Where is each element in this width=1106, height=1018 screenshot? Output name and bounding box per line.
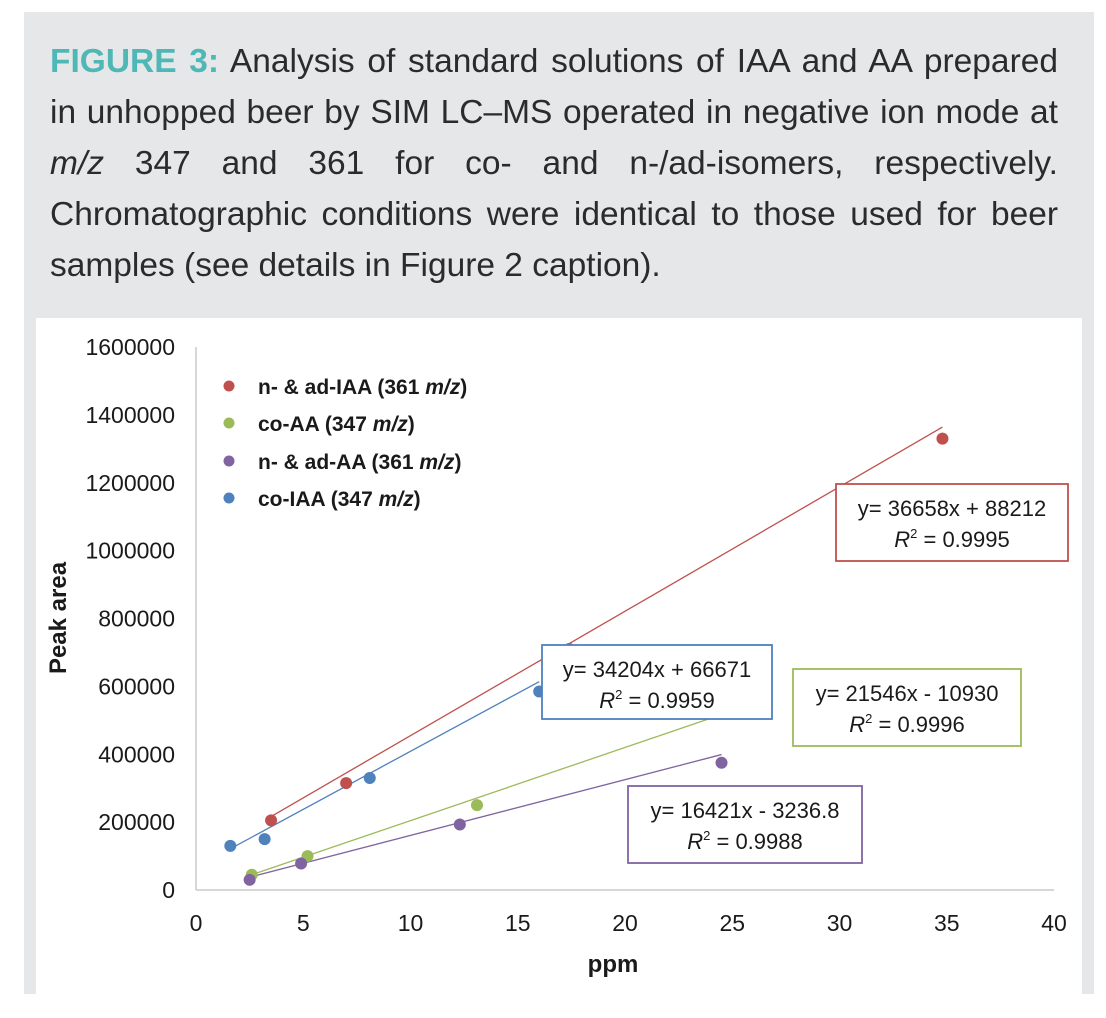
y-tick-label: 200000 [98,809,175,836]
data-point-0-0 [265,814,277,826]
r-label: R [894,527,911,552]
y-tick-label: 800000 [98,605,175,632]
data-point-2-0 [244,874,256,886]
legend-mz: m/z [419,451,455,474]
legend [224,376,468,511]
r-superscript: 2 [703,828,711,843]
y-tick-label: 1400000 [85,401,175,428]
legend-entry-3 [258,488,421,511]
legend-marker-1 [224,418,235,429]
legend-mz: m/z [425,376,461,399]
legend-name: co-IAA (347 [258,488,379,511]
x-tick-label: 10 [397,910,424,936]
data-point-3-1 [259,833,271,845]
legend-name: n- & ad-AA (361 [258,451,420,474]
legend-entry-2 [258,451,461,474]
data-point-1-2 [471,799,483,811]
r-squared-value: = 0.9959 [622,688,715,713]
x-tick-label: 15 [504,910,531,936]
x-axis-label: ppm [587,951,639,978]
caption-mz: m/z [50,145,104,182]
r-squared-value: = 0.9988 [710,829,803,854]
trendline-3 [230,682,539,849]
r-superscript: 2 [910,526,918,541]
y-axis-label: Peak area [45,561,72,675]
legend-marker-2 [224,456,235,467]
x-tick-label: 5 [296,910,310,936]
x-tick-label: 25 [719,910,746,936]
equation-text-2: y= 16421x - 3236.8 [650,798,840,823]
x-tick-label: 0 [189,910,203,936]
legend-name-end: ) [407,413,415,436]
legend-entry-1 [258,413,415,436]
r-squared-value: = 0.9995 [917,527,1010,552]
caption-text-end: 347 and 361 for co- and n-/ad-isomers, respectively. Chromatographic conditions were identical to those used for beer samples (see details in Figure 2 caption). [50,145,1058,284]
legend-name-end: ) [460,376,468,399]
x-tick-label: 20 [612,910,638,936]
r-superscript: 2 [865,711,873,726]
x-tick-label: 30 [826,910,853,936]
legend-mz: m/z [372,413,408,436]
y-tick-label: 1000000 [85,537,175,564]
r-superscript: 2 [615,687,623,702]
equation-text-1: y= 21546x - 10930 [815,681,999,706]
y-tick-label: 1600000 [85,334,175,360]
legend-name-end: ) [454,451,462,474]
legend-name-end: ) [413,488,421,511]
legend-mz: m/z [378,488,414,511]
legend-entry-0 [258,376,467,399]
legend-marker-3 [224,493,235,504]
legend-name: n- & ad-IAA (361 [258,376,426,399]
y-tick-label: 600000 [98,673,175,700]
x-tick-label: 35 [933,910,960,936]
equation-text-3: y= 34204x + 66671 [562,657,752,682]
y-tick-label: 0 [162,877,175,903]
y-tick-label: 1200000 [85,469,175,496]
data-point-0-1 [340,777,352,789]
caption-text-start: Analysis of standard solutions of IAA and AA prepared in unhopped beer by SIM LC–MS operated in negative ion mode at [50,43,1058,131]
legend-name: co-AA (347 [258,413,373,436]
r-label: R [849,712,866,737]
x-tick-label: 40 [1041,910,1067,936]
legend-marker-0 [224,381,235,392]
data-point-2-1 [295,858,307,870]
data-point-3-0 [224,840,236,852]
equation-text-0: y= 36658x + 88212 [857,496,1047,521]
data-point-0-3 [936,433,948,445]
r-squared-value: = 0.9996 [872,712,965,737]
r-label: R [599,688,616,713]
r-label: R [687,829,704,854]
equation-boxes [542,484,1068,863]
figure-label: FIGURE 3: [50,43,220,80]
y-tick-label: 400000 [98,741,175,768]
data-point-3-2 [364,772,376,784]
data-point-2-2 [454,819,466,831]
data-point-2-3 [716,757,728,769]
